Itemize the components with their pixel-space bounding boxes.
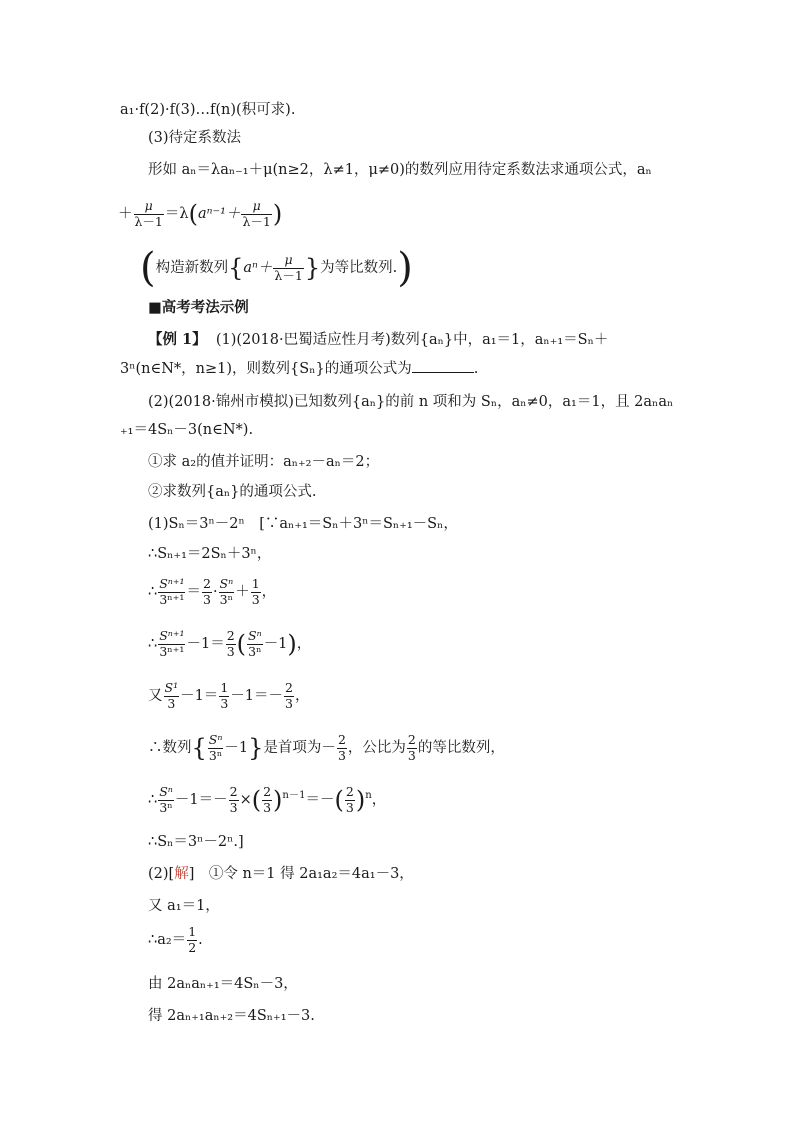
text-line: 形如 aₙ＝λaₙ₋₁＋μ(n≥2，λ≠1，μ≠0)的数列应用待定系数法求通项公式，aₙ — [148, 162, 652, 178]
formula-line: ∴ $\frac{\text{Sⁿ}}{\text{3ⁿ}}$ －1＝－ $\frac{2}{3}$ ×( $\frac{2}{3}$ )$^{n-1}$＝－( $\frac{2}{3}$ )$^n$， — [148, 784, 387, 815]
right-paren: ) — [272, 200, 283, 228]
formula-line: 又 $\frac{\text{S¹}}{3}$ －1＝ $\frac{1}{3}$ －1＝－ $\frac{2}{3}$ ， — [148, 680, 310, 711]
text-line: 3ⁿ(n∈N*，n≥1)，则数列{Sₙ}的通项公式为 . — [120, 358, 478, 379]
formula-line: ∴ $\frac{\text{Sⁿ⁺¹}}{\text{3ⁿ⁺¹}}$ －1＝ $\frac{2}{3}$ ( $\frac{\text{Sⁿ}}{\text{3ⁿ}}$ －1)， — [148, 628, 312, 659]
section-heading: ■高考考法示例 — [148, 299, 249, 316]
text-line: ①求 a₂的值并证明：aₙ₊₂－aₙ＝2； — [148, 454, 380, 470]
solution-line: 又 a₁＝1， — [148, 898, 220, 914]
text-line: a₁·f(2)·f(3)…f(n)(积可求). — [120, 102, 296, 118]
formula-line: ∴ $\frac{\text{Sⁿ⁺¹}}{\text{3ⁿ⁺¹}}$ ＝ $\frac{2}{3}$ · $\frac{\text{Sⁿ}}{\text{3ⁿ}}$ ＋ $\frac{1}{3}$ ， — [148, 576, 277, 607]
example-tag: 【例 1】 — [148, 331, 207, 348]
fraction: $\frac{\mu}{\lambda-1}$ — [274, 252, 303, 283]
solution-line: (2)[解] ①令 n＝1 得 2a₁a₂＝4a₁－3， — [148, 866, 414, 882]
section-heading: (3)待定系数法 — [148, 130, 242, 146]
formula-line: ∴数列{ $\frac{\text{Sⁿ}}{\text{3ⁿ}}$ －1}是首项为－ $\frac{2}{3}$ ，公比为 $\frac{2}{3}$ 的等比数列， — [148, 732, 505, 763]
formula-line: (构造新数列{aⁿ＋ $\frac{\mu}{\lambda-1}$ }为等比数列.) — [140, 245, 413, 291]
text-line: (2)(2018·锦州市模拟)已知数列{aₙ}的前 n 项和为 Sₙ，aₙ≠0，a₁＝1，且 2aₙaₙ — [148, 394, 674, 410]
text-line: ②求数列{aₙ}的通项公式. — [148, 484, 317, 500]
solution-line: ∴Sₙ₊₁＝2Sₙ＋3ⁿ， — [148, 546, 272, 562]
solution-line: 由 2aₙaₙ₊₁＝4Sₙ－3， — [148, 976, 298, 992]
solution-line: (1)Sₙ＝3ⁿ－2ⁿ [∵aₙ₊₁＝Sₙ＋3ⁿ＝Sₙ₊₁－Sₙ， — [148, 516, 458, 532]
plus-sign: ＋ — [118, 206, 133, 222]
left-paren: ( — [188, 200, 198, 228]
example-line: 【例 1】 (1)(2018·巴蜀适应性月考)数列{aₙ}中，a₁＝1，aₙ₊₁＝Sₙ＋ — [148, 331, 609, 348]
text: 为等比数列 — [320, 260, 393, 276]
formula-line: ∴a₂＝ $\frac{1}{2}$ . — [148, 924, 203, 955]
solution-line: ∴Sₙ＝3ⁿ－2ⁿ.] — [148, 834, 244, 850]
fraction: $\frac{\mu}{\lambda-1}$ — [242, 198, 271, 229]
solution-line: 得 2aₙ₊₁aₙ₊₂＝4Sₙ₊₁－3. — [148, 1008, 315, 1024]
formula-line: ＋ $\frac{\mu}{\lambda-1}$ ＝λ(aⁿ⁻¹＋ $\frac{\mu}{\lambda-1}$ ) — [118, 198, 283, 229]
text: 构造新数列 — [155, 260, 229, 276]
solution-tag: 解 — [174, 866, 189, 882]
text-line: ₊₁＝4Sₙ－3(n∈N*). — [120, 422, 254, 438]
answer-blank — [412, 358, 474, 373]
fraction: $\frac{\mu}{\lambda-1}$ — [134, 198, 163, 229]
